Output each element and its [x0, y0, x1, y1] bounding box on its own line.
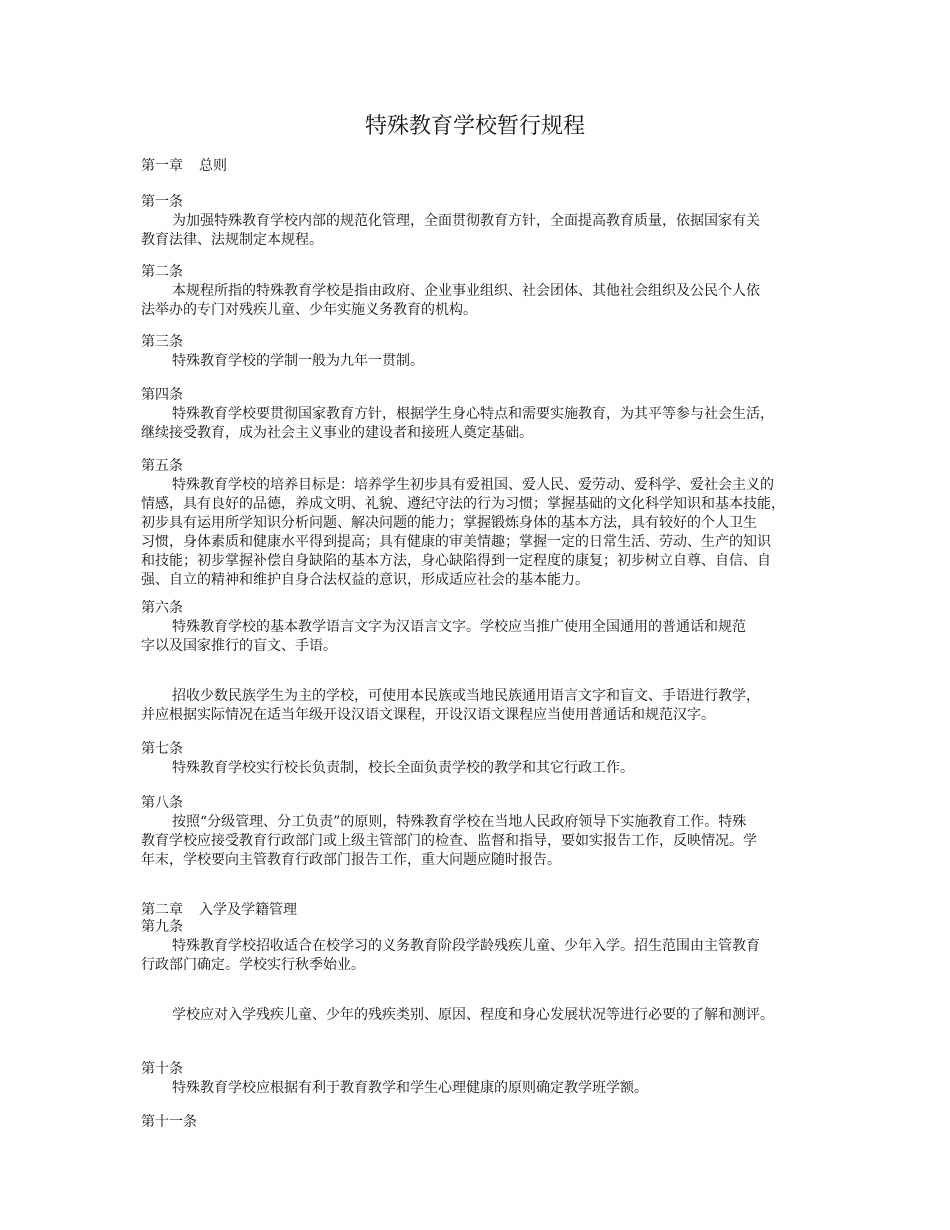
article-heading: 第九条: [141, 919, 183, 935]
chapter-name: 入学及学籍管理: [199, 902, 297, 918]
paragraph-line: 强、自立的精神和维护自身合法权益的意识，形成适应社会的基本能力。: [141, 572, 589, 588]
paragraph-line: 情感，具有良好的品德，养成文明、礼貌、遵纪守法的行为习惯；掌握基础的文化科学知识和基本技能，: [141, 496, 785, 512]
chapter-name: 总则: [199, 158, 227, 174]
chapter-number: 第一章: [141, 158, 183, 174]
chapter-number: 第二章: [141, 902, 183, 918]
article-heading: 第十一条: [141, 1114, 197, 1130]
chapter-1-heading: [141, 157, 821, 176]
paragraph-line: 本规程所指的特殊教育学校是指由政府、企业事业组织、社会团体、其他社会组织及公民个人依: [172, 283, 760, 299]
article-heading: 第四条: [141, 387, 183, 403]
article-heading: 第七条: [141, 741, 183, 757]
paragraph-line: 特殊教育学校的基本教学语言文字为汉语言文字。学校应当推广使用全国通用的普通话和规范: [172, 619, 746, 635]
paragraph-line: 特殊教育学校招收适合在校学习的义务教育阶段学龄残疾儿童、少年入学。招生范围由主管教育: [172, 938, 760, 954]
article-5: [141, 457, 821, 590]
article-heading: 第五条: [141, 458, 183, 474]
paragraph-line: 字以及国家推行的盲文、手语。: [141, 638, 337, 654]
paragraph-line: 并应根据实际情况在适当年级开设汉语文课程，开设汉语文课程应当使用普通话和规范汉字。: [141, 707, 715, 723]
article-heading: 第一条: [141, 194, 183, 210]
paragraph-line: 为加强特殊教育学校内部的规范化管理，全面贯彻教育方针，全面提高教育质量，依据国家有关: [172, 213, 760, 229]
article-10: [141, 1060, 821, 1098]
paragraph-line: 教育学校应接受教育行政部门或上级主管部门的检查、监督和指导，要如实报告工作，反映情况。学: [141, 833, 757, 849]
paragraph-line: 教育法律、法规制定本规程。: [141, 232, 323, 248]
paragraph-line: 特殊教育学校应根据有利于教育教学和学生心理健康的原则确定教学班学额。: [172, 1080, 648, 1096]
article-11: [141, 1113, 821, 1132]
article-heading: 第十条: [141, 1061, 183, 1077]
paragraph-line: 按照“分级管理、分工负责”的原则，特殊教育学校在当地人民政府领导下实施教育工作。特殊: [172, 814, 747, 830]
paragraph-line: 和技能；初步掌握补偿自身缺陷的基本方法，身心缺陷得到一定程度的康复；初步树立自尊、自信、自: [141, 553, 771, 569]
article-heading: 第六条: [141, 600, 183, 616]
article-8: [141, 794, 821, 870]
article-heading: 第二条: [141, 264, 183, 280]
paragraph-line: 初步具有运用所学知识分析问题、解决问题的能力；掌握锻炼身体的基本方法，具有较好的个人卫生: [141, 515, 757, 531]
paragraph-line: 继续接受教育，成为社会主义事业的建设者和接班人奠定基础。: [141, 425, 533, 441]
article-heading: 第八条: [141, 795, 183, 811]
article-7: [141, 740, 821, 778]
paragraph-line: 特殊教育学校的学制一般为九年一贯制。: [172, 353, 424, 369]
paragraph-line: 特殊教育学校的培养目标是：培养学生初步具有爱祖国、爱人民、爱劳动、爱科学、爱社会主义的: [172, 477, 774, 493]
document-title: 特殊教育学校暂行规程: [364, 114, 585, 139]
article-2: [141, 263, 821, 320]
paragraph-line: 学校应对入学残疾儿童、少年的残疾类别、原因、程度和身心发展状况等进行必要的了解和测评。: [172, 1007, 774, 1023]
article-9: [141, 918, 821, 975]
paragraph-line: 招收少数民族学生为主的学校，可使用本民族或当地民族通用语言文字和盲文、手语进行教学，: [172, 688, 760, 704]
article-1: [141, 193, 821, 250]
paragraph-line: 特殊教育学校实行校长负责制，校长全面负责学校的教学和其它行政工作。: [172, 760, 634, 776]
article-6: [141, 599, 821, 656]
paragraph-line: 年末，学校要向主管教育行政部门报告工作，重大问题应随时报告。: [141, 852, 561, 868]
paragraph-line: 法举办的专门对残疾儿童、少年实施义务教育的机构。: [141, 302, 477, 318]
paragraph-line: 行政部门确定。学校实行秋季始业。: [141, 957, 365, 973]
article-4: [141, 386, 821, 443]
article-9-paragraph-2: [141, 1006, 821, 1025]
article-6-paragraph-2: [141, 687, 821, 725]
paragraph-line: 习惯，身体素质和健康水平得到提高；具有健康的审美情趣；掌握一定的日常生活、劳动、生产的知识: [141, 534, 771, 550]
paragraph-line: 特殊教育学校要贯彻国家教育方针，根据学生身心特点和需要实施教育，为其平等参与社会生活，: [172, 406, 774, 422]
article-3: [141, 333, 821, 371]
article-heading: 第三条: [141, 334, 183, 350]
